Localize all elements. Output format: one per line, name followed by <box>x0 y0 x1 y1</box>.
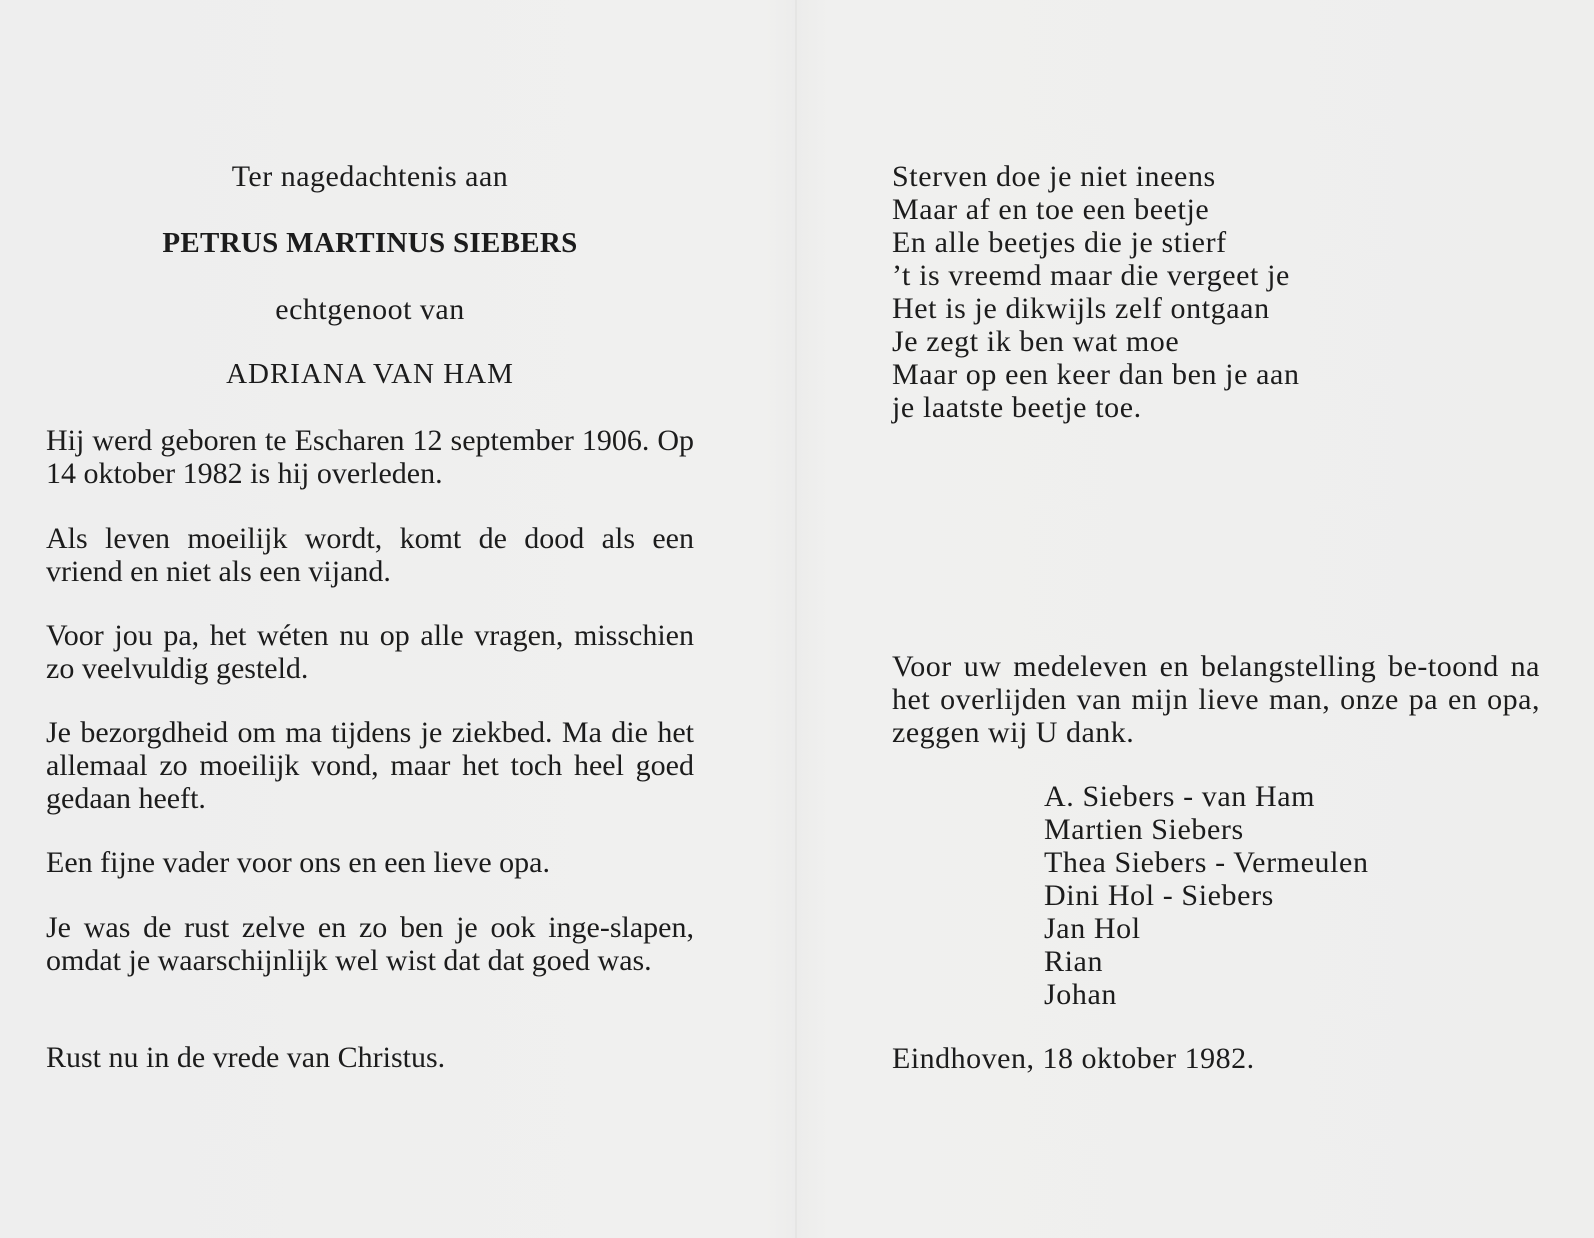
family-member: Thea Siebers - Vermeulen <box>1044 846 1369 879</box>
poem-line: Het is je dikwijls zelf ontgaan <box>892 292 1270 325</box>
poem <box>892 160 1532 424</box>
family-member: Johan <box>1044 978 1117 1011</box>
deceased-name: PETRUS MARTINUS SIEBERS <box>162 227 578 259</box>
family-member: Dini Hol - Siebers <box>1044 879 1274 912</box>
poem-line: Maar af en toe een beetje <box>892 193 1210 226</box>
paragraph-birth-death: Hij werd geboren te Escharen 12 september 1906. Op 14 oktober 1982 is hij overleden. <box>46 424 694 490</box>
spouse-name: ADRIANA VAN HAM <box>226 358 514 390</box>
paragraph-rest: Je was de rust zelve en zo ben je ook inge-slapen, omdat je waarschijnlijk wel wist dat dat goed was. <box>46 911 694 977</box>
poem-line: je laatste beetje toe. <box>892 391 1142 424</box>
family-member: Rian <box>1044 945 1104 978</box>
poem-line: ’t is vreemd maar die vergeet je <box>892 259 1290 292</box>
poem-line: Maar op een keer dan ben je aan <box>892 358 1300 391</box>
paragraph-peace: Rust nu in de vrede van Christus. <box>46 1041 446 1074</box>
family-member: A. Siebers - van Ham <box>1044 780 1316 813</box>
family-list <box>1044 780 1369 1011</box>
thanks-paragraph: Voor uw medeleven en belangstelling be-toond na het overlijden van mijn lieve man, onze pa en opa, zeggen wij U dank. <box>892 650 1540 749</box>
relation-text: echtgenoot van <box>275 293 465 326</box>
family-member: Martien Siebers <box>1044 813 1244 846</box>
paragraph-care: Je bezorgdheid om ma tijdens je ziekbed. Ma die het allemaal zo moeilijk vond, maar het toch heel goed gedaan heeft. <box>46 716 694 815</box>
paragraph-knowing: Voor jou pa, het wéten nu op alle vragen, misschien zo veelvuldig gesteld. <box>46 619 694 685</box>
paragraph-father: Een fijne vader voor ons en een lieve opa. <box>46 846 550 879</box>
family-member: Jan Hol <box>1044 912 1141 945</box>
paragraph-life-death: Als leven moeilijk wordt, komt de dood als een vriend en niet als een vijand. <box>46 522 694 588</box>
poem-line: En alle beetjes die je stierf <box>892 226 1227 259</box>
poem-line: Je zegt ik ben wat moe <box>892 325 1180 358</box>
intro-text: Ter nagedachtenis aan <box>231 160 509 193</box>
poem-line: Sterven doe je niet ineens <box>892 160 1216 193</box>
card-fold-line <box>795 0 797 1238</box>
place-and-date: Eindhoven, 18 oktober 1982. <box>892 1042 1255 1075</box>
